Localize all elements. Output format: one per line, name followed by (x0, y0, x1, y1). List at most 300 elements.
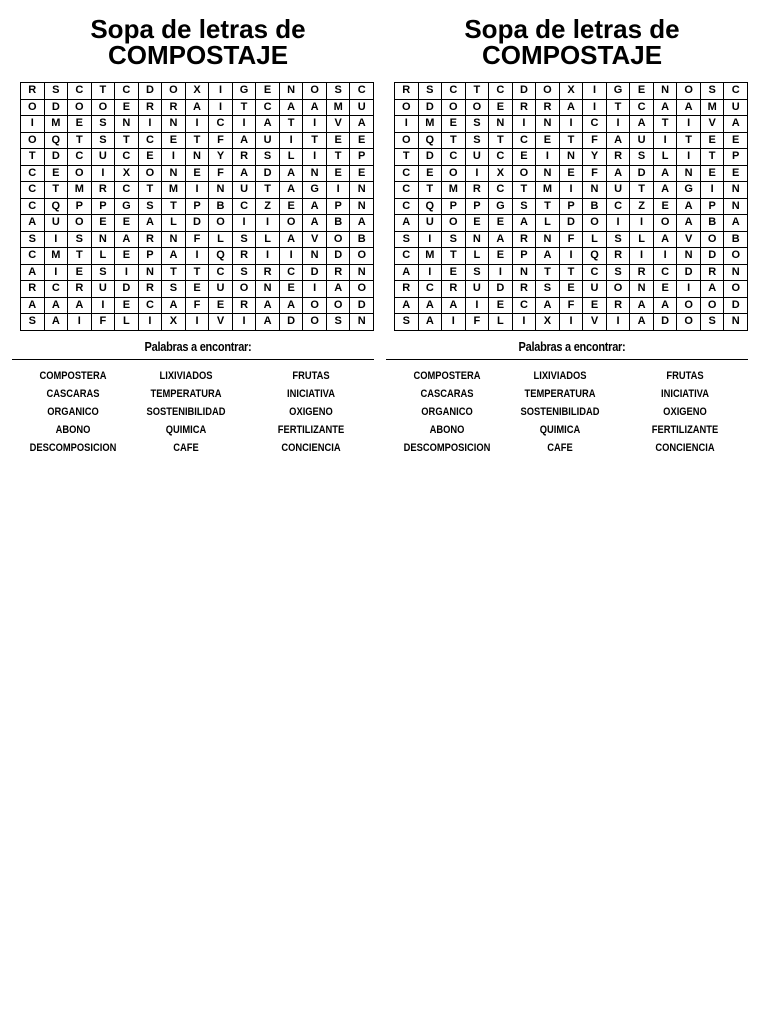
grid-cell: R (536, 99, 560, 116)
word-item: INICIATIVA (661, 388, 709, 400)
grid-cell: D (350, 297, 374, 314)
grid-cell: Q (44, 132, 68, 149)
grid-cell: E (326, 132, 350, 149)
grid-cell: D (44, 149, 68, 166)
grid-cell: E (489, 215, 513, 232)
grid-cell: N (115, 116, 139, 133)
grid-cell: C (232, 198, 256, 215)
grid-cell: A (395, 215, 419, 232)
grid-cell: A (724, 116, 748, 133)
grid-row (21, 297, 374, 314)
grid-cell: N (350, 264, 374, 281)
grid-cell: A (653, 182, 677, 199)
grid-cell: R (232, 297, 256, 314)
grid-row (21, 215, 374, 232)
grid-cell: S (536, 281, 560, 298)
grid-cell: R (21, 281, 45, 298)
grid-cell: U (465, 149, 489, 166)
grid-row (395, 149, 748, 166)
grid-cell: T (326, 149, 350, 166)
grid-cell: P (350, 149, 374, 166)
grid-cell: C (209, 116, 233, 133)
word-item: FRUTAS (666, 370, 704, 382)
grid-cell: I (232, 314, 256, 331)
grid-cell: M (44, 248, 68, 265)
grid-cell: A (418, 314, 442, 331)
grid-cell: O (700, 297, 724, 314)
grid-cell: T (279, 116, 303, 133)
grid-cell: I (512, 116, 536, 133)
grid-cell: P (91, 198, 115, 215)
grid-cell: A (653, 231, 677, 248)
grid-cell: E (44, 165, 68, 182)
grid-cell: N (512, 264, 536, 281)
grid-cell: O (303, 83, 327, 100)
grid-cell: U (724, 99, 748, 116)
grid-cell: O (162, 83, 186, 100)
grid-cell: C (395, 198, 419, 215)
grid-row (395, 281, 748, 298)
grid-cell: F (465, 314, 489, 331)
grid-cell: I (91, 165, 115, 182)
grid-cell: A (303, 215, 327, 232)
grid-cell: O (68, 99, 92, 116)
word-item: FERTILIZANTE (651, 424, 719, 436)
grid-cell: I (700, 182, 724, 199)
grid-cell: O (606, 281, 630, 298)
word-item: CONCIENCIA (281, 442, 341, 454)
grid-cell: I (68, 314, 92, 331)
grid-cell: I (303, 116, 327, 133)
word-item: COMPOSTERA (39, 370, 107, 382)
grid-cell: R (700, 264, 724, 281)
grid-cell: C (489, 83, 513, 100)
grid-row (395, 83, 748, 100)
grid-cell: E (536, 132, 560, 149)
grid-cell: C (21, 165, 45, 182)
grid-cell: L (583, 231, 607, 248)
grid-cell: E (489, 99, 513, 116)
grid-cell: M (44, 116, 68, 133)
grid-cell: E (442, 264, 466, 281)
grid-cell: C (68, 83, 92, 100)
grid-cell: C (115, 182, 139, 199)
grid-cell: O (303, 297, 327, 314)
grid-cell: G (489, 198, 513, 215)
grid-cell: I (395, 116, 419, 133)
grid-cell: I (21, 116, 45, 133)
grid-cell: D (256, 165, 280, 182)
grid-cell: B (583, 198, 607, 215)
grid-cell: O (583, 215, 607, 232)
grid-cell: X (489, 165, 513, 182)
grid-cell: A (536, 297, 560, 314)
grid-cell: L (630, 231, 654, 248)
grid-cell: L (115, 314, 139, 331)
grid-cell: S (395, 231, 419, 248)
grid-cell: A (232, 132, 256, 149)
grid-cell: R (138, 99, 162, 116)
grid-row (395, 198, 748, 215)
grid-cell: E (91, 215, 115, 232)
grid-cell: M (442, 182, 466, 199)
grid-cell: M (418, 248, 442, 265)
grid-cell: F (185, 297, 209, 314)
grid-cell: C (395, 182, 419, 199)
grid-cell: R (395, 83, 419, 100)
grid-cell: L (209, 231, 233, 248)
word-item: SOSTENIBILIDAD (146, 406, 226, 418)
grid-cell: Q (44, 198, 68, 215)
grid-cell: I (232, 215, 256, 232)
grid-cell: C (489, 182, 513, 199)
grid-cell: R (21, 83, 45, 100)
grid-cell: L (279, 149, 303, 166)
grid-cell: B (724, 231, 748, 248)
grid-cell: N (303, 248, 327, 265)
word-item: QUIMICA (539, 424, 581, 436)
grid-row (21, 182, 374, 199)
grid-row (21, 314, 374, 331)
grid-cell: I (606, 215, 630, 232)
grid-cell: N (724, 264, 748, 281)
grid-cell: N (536, 116, 560, 133)
grid-cell: A (279, 165, 303, 182)
grid-cell: S (21, 314, 45, 331)
grid-cell: T (536, 264, 560, 281)
grid-row (395, 231, 748, 248)
grid-cell: P (724, 149, 748, 166)
grid-row (21, 83, 374, 100)
grid-cell: R (512, 99, 536, 116)
grid-cell: B (209, 198, 233, 215)
grid-cell: I (418, 231, 442, 248)
grid-cell: O (326, 297, 350, 314)
grid-cell: I (559, 248, 583, 265)
grid-cell: N (559, 149, 583, 166)
grid-cell: A (536, 248, 560, 265)
grid-cell: T (138, 182, 162, 199)
grid-cell: L (489, 314, 513, 331)
grid-cell: I (185, 116, 209, 133)
grid-cell: F (559, 231, 583, 248)
grid-cell: O (677, 314, 701, 331)
grid-cell: D (326, 248, 350, 265)
grid-cell: R (91, 182, 115, 199)
grid-cell: I (256, 248, 280, 265)
grid-cell: N (583, 182, 607, 199)
grid-cell: A (21, 297, 45, 314)
grid-cell: E (185, 165, 209, 182)
grid-cell: N (279, 83, 303, 100)
grid-cell: R (138, 281, 162, 298)
grid-cell: U (91, 149, 115, 166)
grid-cell: C (256, 99, 280, 116)
grid-cell: R (606, 297, 630, 314)
grid-cell: S (91, 116, 115, 133)
word-item: CONCIENCIA (655, 442, 715, 454)
grid-cell: X (536, 314, 560, 331)
grid-cell: D (115, 281, 139, 298)
grid-row (395, 116, 748, 133)
grid-cell: N (350, 182, 374, 199)
grid-cell: A (185, 99, 209, 116)
grid-cell: P (326, 198, 350, 215)
grid-cell: A (44, 314, 68, 331)
grid-cell: T (559, 264, 583, 281)
title-line-1: Sopa de letras de (90, 14, 306, 44)
grid-cell: I (606, 314, 630, 331)
grid-cell: G (606, 83, 630, 100)
grid-cell: O (91, 99, 115, 116)
words-heading: Palabras a encontrar: (518, 340, 626, 354)
grid-cell: C (724, 83, 748, 100)
grid-cell: A (138, 215, 162, 232)
grid-cell: D (724, 297, 748, 314)
grid-row (395, 182, 748, 199)
grid-cell: E (512, 149, 536, 166)
grid-cell: O (350, 248, 374, 265)
title-line-2: COMPOSTAJE (107, 40, 289, 70)
grid-cell: E (559, 281, 583, 298)
grid-row (21, 264, 374, 281)
grid-cell: S (326, 83, 350, 100)
grid-cell: R (465, 182, 489, 199)
grid-cell: S (232, 264, 256, 281)
grid-cell: N (724, 198, 748, 215)
grid-cell: N (489, 116, 513, 133)
grid-cell: I (489, 264, 513, 281)
grid-cell: E (489, 297, 513, 314)
grid-row (395, 99, 748, 116)
words-heading: Palabras a encontrar: (144, 340, 252, 354)
grid-cell: S (21, 231, 45, 248)
grid-cell: E (418, 165, 442, 182)
grid-cell: N (162, 165, 186, 182)
grid-cell: R (162, 99, 186, 116)
grid-cell: C (279, 264, 303, 281)
word-item: CASCARAS (420, 388, 474, 400)
grid-cell: S (630, 149, 654, 166)
grid-cell: T (185, 264, 209, 281)
grid-cell: S (232, 231, 256, 248)
grid-cell: F (583, 165, 607, 182)
grid-cell: F (209, 132, 233, 149)
grid-cell: U (418, 215, 442, 232)
grid-cell: A (232, 165, 256, 182)
grid-cell: U (606, 182, 630, 199)
grid-cell: N (209, 182, 233, 199)
grid-cell: S (91, 264, 115, 281)
grid-cell: T (606, 99, 630, 116)
grid-cell: E (115, 248, 139, 265)
grid-cell: U (91, 281, 115, 298)
grid-cell: N (256, 281, 280, 298)
grid-cell: Q (583, 248, 607, 265)
grid-cell: A (653, 297, 677, 314)
grid-cell: A (512, 215, 536, 232)
grid-cell: F (559, 297, 583, 314)
grid-cell: Z (256, 198, 280, 215)
grid-cell: D (630, 165, 654, 182)
grid-cell: I (583, 99, 607, 116)
grid-cell: O (209, 215, 233, 232)
grid-cell: T (489, 132, 513, 149)
grid-cell: C (512, 297, 536, 314)
grid-cell: M (68, 182, 92, 199)
grid-cell: I (91, 297, 115, 314)
grid-cell: S (138, 198, 162, 215)
grid-cell: G (303, 182, 327, 199)
word-item: DESCOMPOSICION (403, 442, 491, 454)
word-item: TEMPERATURA (524, 388, 596, 400)
grid-cell: M (536, 182, 560, 199)
grid-cell: T (442, 132, 466, 149)
grid-cell: G (677, 182, 701, 199)
grid-cell: A (21, 215, 45, 232)
grid-cell: O (279, 215, 303, 232)
grid-cell: T (418, 182, 442, 199)
grid-cell: A (677, 215, 701, 232)
grid-cell: M (162, 182, 186, 199)
word-item: SOSTENIBILIDAD (520, 406, 600, 418)
grid-cell: Y (209, 149, 233, 166)
grid-cell: T (700, 149, 724, 166)
grid-cell: I (559, 182, 583, 199)
grid-cell: S (465, 116, 489, 133)
grid-cell: L (653, 149, 677, 166)
grid-cell: I (44, 264, 68, 281)
grid-cell: R (606, 149, 630, 166)
grid-cell: V (677, 231, 701, 248)
grid-cell: T (21, 149, 45, 166)
grid-cell: C (395, 165, 419, 182)
grid-row (21, 248, 374, 265)
grid-row (21, 116, 374, 133)
grid-cell: A (418, 297, 442, 314)
grid-cell: O (395, 99, 419, 116)
grid-cell: A (700, 281, 724, 298)
grid-cell: E (724, 132, 748, 149)
grid-cell: S (465, 264, 489, 281)
grid-cell: O (303, 314, 327, 331)
grid-cell: E (700, 132, 724, 149)
page-title (394, 16, 750, 68)
grid-cell: E (700, 165, 724, 182)
grid-cell: E (68, 116, 92, 133)
grid-cell: E (724, 165, 748, 182)
grid-cell: E (489, 248, 513, 265)
grid-cell: O (138, 165, 162, 182)
grid-cell: R (232, 248, 256, 265)
grid-cell: I (630, 248, 654, 265)
grid-cell: P (512, 248, 536, 265)
grid-cell: S (326, 314, 350, 331)
grid-cell: I (232, 116, 256, 133)
grid-cell: U (256, 132, 280, 149)
grid-cell: C (21, 182, 45, 199)
grid-cell: C (653, 264, 677, 281)
grid-cell: C (583, 116, 607, 133)
grid-cell: P (700, 198, 724, 215)
grid-cell: O (653, 215, 677, 232)
grid-cell: O (512, 165, 536, 182)
grid-cell: S (44, 83, 68, 100)
grid-cell: Q (418, 198, 442, 215)
grid-cell: R (395, 281, 419, 298)
letter-grid (394, 82, 748, 331)
grid-cell: E (68, 264, 92, 281)
grid-cell: C (209, 264, 233, 281)
grid-cell: T (303, 132, 327, 149)
grid-cell: I (418, 264, 442, 281)
grid-cell: A (350, 116, 374, 133)
grid-cell: O (68, 215, 92, 232)
grid-cell: L (536, 215, 560, 232)
grid-cell: O (677, 297, 701, 314)
grid-cell: E (630, 83, 654, 100)
grid-cell: I (279, 248, 303, 265)
letter-grid (20, 82, 374, 331)
grid-cell: N (185, 149, 209, 166)
grid-cell: U (350, 99, 374, 116)
grid-cell: A (653, 99, 677, 116)
grid-cell: C (138, 132, 162, 149)
grid-cell: V (583, 314, 607, 331)
grid-cell: N (162, 116, 186, 133)
word-item: LIXIVIADOS (533, 370, 587, 382)
grid-cell: I (653, 248, 677, 265)
grid-cell: N (536, 231, 560, 248)
grid-cell: S (606, 231, 630, 248)
grid-cell: X (185, 83, 209, 100)
grid-cell: Z (630, 198, 654, 215)
grid-cell: I (326, 182, 350, 199)
grid-cell: A (677, 99, 701, 116)
grid-cell: T (185, 132, 209, 149)
grid-cell: T (162, 264, 186, 281)
word-list (394, 368, 750, 456)
grid-cell: C (418, 281, 442, 298)
grid-cell: T (559, 132, 583, 149)
grid-cell: C (115, 149, 139, 166)
grid-cell: D (185, 215, 209, 232)
grid-cell: A (606, 132, 630, 149)
grid-cell: C (350, 83, 374, 100)
grid-cell: C (395, 248, 419, 265)
grid-cell: T (442, 248, 466, 265)
grid-cell: R (606, 248, 630, 265)
grid-cell: X (162, 314, 186, 331)
grid-cell: T (395, 149, 419, 166)
grid-cell: T (68, 132, 92, 149)
grid-cell: I (185, 248, 209, 265)
grid-cell: D (559, 215, 583, 232)
grid-cell: N (536, 165, 560, 182)
grid-cell: P (465, 198, 489, 215)
grid-cell: I (138, 116, 162, 133)
grid-cell: V (326, 116, 350, 133)
grid-cell: I (185, 314, 209, 331)
grid-cell: D (700, 248, 724, 265)
grid-cell: I (630, 215, 654, 232)
grid-row (21, 149, 374, 166)
grid-cell: O (326, 231, 350, 248)
grid-cell: A (303, 198, 327, 215)
grid-cell: N (465, 231, 489, 248)
grid-cell: E (653, 281, 677, 298)
grid-cell: E (162, 132, 186, 149)
